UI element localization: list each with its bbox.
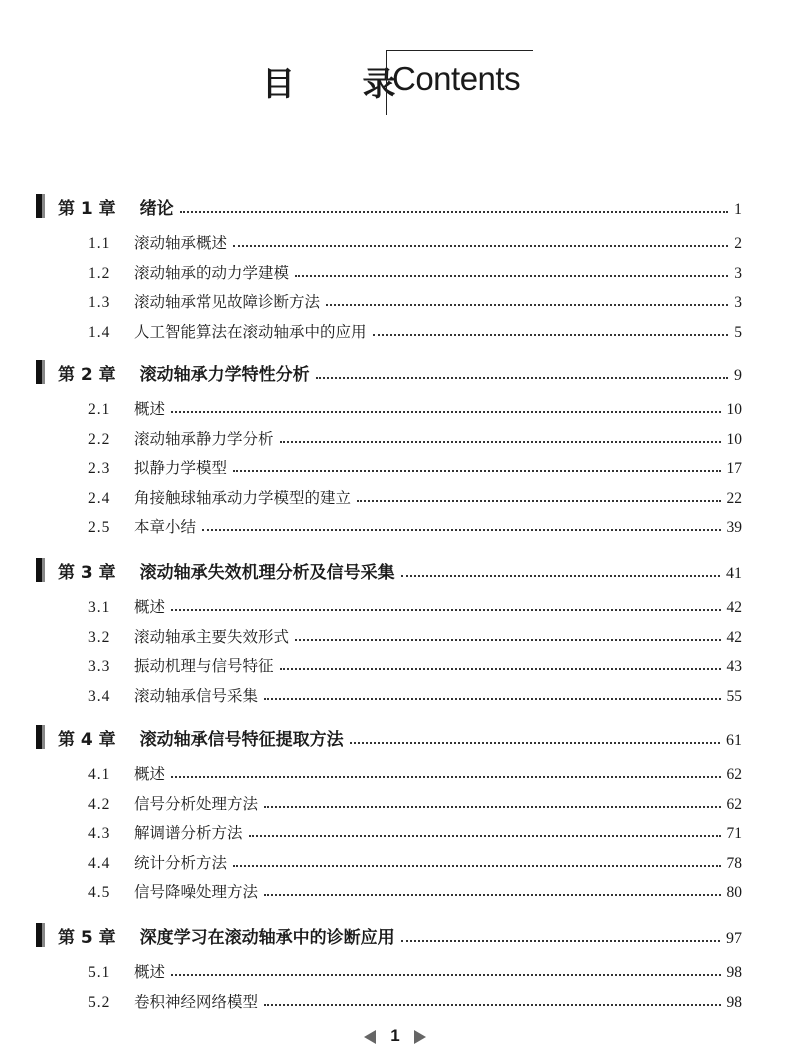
chapter-label: 第 1 章 xyxy=(58,199,116,219)
section-number: 2.2 xyxy=(88,430,111,448)
chapter-marker-icon xyxy=(36,360,48,384)
toc-section-row[interactable] xyxy=(88,290,742,312)
toc-section-row[interactable] xyxy=(88,960,742,982)
toc-section-row[interactable] xyxy=(88,231,742,253)
section-page-number: 78 xyxy=(726,854,742,872)
toc-chapter-row[interactable] xyxy=(36,193,742,219)
chapter-page-number: 9 xyxy=(734,367,742,384)
chapter-label: 第 3 章 xyxy=(58,563,116,583)
page-title-chinese: 目 录 xyxy=(262,64,424,103)
toc-section-row[interactable] xyxy=(88,486,742,508)
section-title: 滚动轴承主要失效形式 xyxy=(134,627,290,646)
dot-leader xyxy=(373,334,729,336)
dot-leader xyxy=(280,441,721,443)
toc-chapter-row[interactable] xyxy=(36,557,742,583)
section-title: 人工智能算法在滚动轴承中的应用 xyxy=(134,322,367,341)
next-page-icon xyxy=(414,1030,426,1044)
section-number: 2.4 xyxy=(88,489,111,507)
dot-leader xyxy=(171,609,720,611)
section-number: 5.1 xyxy=(88,964,111,981)
chapter-page-number: 1 xyxy=(734,201,742,218)
toc-section-row[interactable] xyxy=(88,684,742,706)
dot-leader xyxy=(401,940,720,942)
section-page-number: 71 xyxy=(726,825,742,842)
dot-leader xyxy=(249,835,721,837)
section-number: 3.4 xyxy=(88,687,111,705)
section-number: 5.2 xyxy=(88,993,111,1011)
toc-section-row[interactable] xyxy=(88,515,742,537)
toc-section-row[interactable] xyxy=(88,792,742,814)
section-title: 滚动轴承常见故障诊断方法 xyxy=(134,293,321,311)
chapter-marker-icon xyxy=(36,923,48,947)
section-page-number: 2 xyxy=(734,235,742,252)
dot-leader xyxy=(171,974,720,976)
section-number: 1.3 xyxy=(88,294,111,311)
section-page-number: 42 xyxy=(726,628,742,646)
section-page-number: 10 xyxy=(726,430,742,448)
section-page-number: 80 xyxy=(726,884,742,901)
dot-leader xyxy=(180,211,728,213)
section-number: 4.5 xyxy=(88,884,111,901)
prev-page-icon xyxy=(364,1030,376,1044)
dot-leader xyxy=(202,529,720,531)
section-number: 1.4 xyxy=(88,323,111,341)
section-page-number: 3 xyxy=(734,294,742,311)
toc-section-row[interactable] xyxy=(88,456,742,478)
section-number: 4.4 xyxy=(88,854,111,872)
dot-leader xyxy=(295,639,720,641)
section-number: 1.1 xyxy=(88,235,111,252)
dot-leader xyxy=(171,411,720,413)
dot-leader xyxy=(264,698,720,700)
dot-leader xyxy=(316,377,728,379)
section-number: 3.3 xyxy=(88,658,111,675)
dot-leader xyxy=(233,470,720,472)
toc-section-row[interactable] xyxy=(88,851,742,873)
section-number: 3.1 xyxy=(88,599,111,616)
section-page-number: 3 xyxy=(734,264,742,282)
chapter-title: 滚动轴承力学特性分析 xyxy=(139,365,310,385)
toc-chapter-row[interactable] xyxy=(36,922,742,948)
chapter-label: 第 5 章 xyxy=(58,928,116,948)
section-title: 本章小结 xyxy=(134,518,197,536)
toc-section-row[interactable] xyxy=(88,625,742,647)
dot-leader xyxy=(401,575,720,577)
dot-leader xyxy=(264,894,720,896)
chapter-page-number: 41 xyxy=(726,565,742,582)
chapter-marker-icon xyxy=(36,558,48,582)
toc-section-row[interactable] xyxy=(88,654,742,676)
section-title: 信号分析处理方法 xyxy=(134,794,259,813)
toc-chapter-row[interactable] xyxy=(36,724,742,750)
toc-section-row[interactable] xyxy=(88,762,742,784)
section-title: 概述 xyxy=(134,963,166,981)
section-title: 概述 xyxy=(134,598,166,616)
page-title-english: Contents xyxy=(392,60,521,97)
section-title: 统计分析方法 xyxy=(134,853,228,872)
section-page-number: 62 xyxy=(726,766,742,783)
toc-section-row[interactable] xyxy=(88,595,742,617)
section-title: 角接触球轴承动力学模型的建立 xyxy=(134,488,352,507)
dot-leader xyxy=(350,742,720,744)
toc-section-row[interactable] xyxy=(88,427,742,449)
section-number: 4.3 xyxy=(88,825,111,842)
section-title: 拟静力学模型 xyxy=(134,459,228,477)
section-page-number: 42 xyxy=(726,599,742,616)
chapter-page-number: 97 xyxy=(726,930,742,947)
dot-leader xyxy=(280,668,721,670)
section-title: 解调谱分析方法 xyxy=(134,824,243,842)
toc-chapter-row[interactable] xyxy=(36,359,742,385)
section-title: 信号降噪处理方法 xyxy=(134,883,259,901)
section-page-number: 55 xyxy=(726,687,742,705)
dot-leader xyxy=(233,245,728,247)
chapter-marker-icon xyxy=(36,194,48,218)
toc-section-row[interactable] xyxy=(88,320,742,342)
section-page-number: 39 xyxy=(726,519,742,536)
chapter-page-number: 61 xyxy=(726,732,742,749)
section-title: 卷积神经网络模型 xyxy=(134,992,259,1011)
dot-leader xyxy=(264,806,720,808)
section-number: 2.5 xyxy=(88,519,111,536)
section-title: 概述 xyxy=(134,765,166,783)
section-page-number: 62 xyxy=(726,795,742,813)
section-number: 4.1 xyxy=(88,766,111,783)
section-page-number: 98 xyxy=(726,993,742,1011)
toc-section-row[interactable] xyxy=(88,821,742,843)
section-title: 振动机理与信号特征 xyxy=(134,657,274,675)
section-title: 概述 xyxy=(134,400,166,418)
section-number: 2.3 xyxy=(88,460,111,477)
toc-section-row[interactable] xyxy=(88,397,742,419)
dot-leader xyxy=(233,865,720,867)
section-number: 3.2 xyxy=(88,628,111,646)
section-title: 滚动轴承静力学分析 xyxy=(134,429,274,448)
page-footer xyxy=(0,1026,790,1046)
section-page-number: 43 xyxy=(726,658,742,675)
section-title: 滚动轴承概述 xyxy=(134,234,228,252)
dot-leader xyxy=(295,275,728,277)
chapter-title: 滚动轴承失效机理分析及信号采集 xyxy=(139,563,395,583)
section-title: 滚动轴承信号采集 xyxy=(134,686,259,705)
dot-leader xyxy=(357,500,720,502)
section-page-number: 98 xyxy=(726,964,742,981)
section-page-number: 22 xyxy=(726,489,742,507)
chapter-label: 第 4 章 xyxy=(58,730,116,750)
section-page-number: 10 xyxy=(726,401,742,418)
chapter-title: 绪论 xyxy=(139,199,174,219)
chapter-label: 第 2 章 xyxy=(58,365,116,385)
page-number: 1 xyxy=(390,1026,400,1045)
section-page-number: 5 xyxy=(734,323,742,341)
dot-leader xyxy=(171,776,720,778)
section-number: 4.2 xyxy=(88,795,111,813)
dot-leader xyxy=(264,1004,720,1006)
dot-leader xyxy=(326,304,728,306)
chapter-marker-icon xyxy=(36,725,48,749)
chapter-title: 滚动轴承信号特征提取方法 xyxy=(139,730,344,750)
section-page-number: 17 xyxy=(726,460,742,477)
section-number: 2.1 xyxy=(88,401,111,418)
toc-section-row[interactable] xyxy=(88,261,742,283)
toc-section-row[interactable] xyxy=(88,990,742,1012)
toc-section-row[interactable] xyxy=(88,880,742,902)
section-number: 1.2 xyxy=(88,264,111,282)
section-title: 滚动轴承的动力学建模 xyxy=(134,263,290,282)
chapter-title: 深度学习在滚动轴承中的诊断应用 xyxy=(139,928,395,948)
